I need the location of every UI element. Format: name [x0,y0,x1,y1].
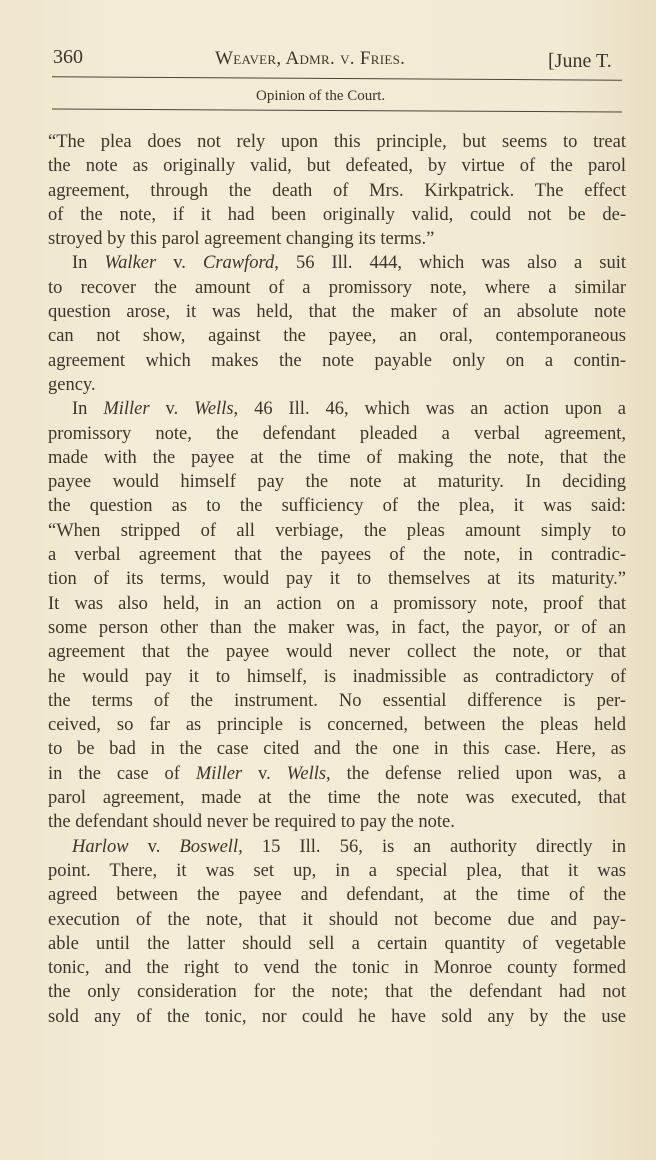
text-line [48,956,626,980]
text-run: able until the latter should sell a certain quantity of vegetable [48,933,626,954]
text-line [48,203,626,227]
text-run: agreed between the payee and defendant, at the time of the [48,885,626,906]
text-run: “The plea does not rely upon this principle, but seems to treat [48,132,626,152]
text-line [48,154,626,178]
text-line [48,179,626,203]
text-run: , 15 Ill. 56, is an authority directly in [238,836,626,857]
text-line [48,713,626,737]
text-line [48,737,626,761]
text-run: can not show, against the payee, an oral, contemporaneous [48,326,626,347]
text-line [48,373,626,397]
text-line [48,494,626,518]
text-line [48,859,626,883]
case-name: Crawford [202,253,275,274]
text-run: point. There, it was set up, in a special plea, that it was [48,860,626,881]
text-line [48,227,626,251]
text-line [48,567,626,591]
page-number: 360 [53,46,83,68]
text-run: the question as to the sufficiency of the plea, it was said: [48,496,626,517]
text-run: he would pay it to himself, is inadmissible as contradictory of [48,666,626,687]
text-line [48,543,626,567]
case-name: Wells [286,763,327,784]
text-line [48,1005,626,1029]
text-run: of the note, if it had been originally valid, could not be de- [48,204,626,225]
text-run: It was also held, in an action on a promissory note, proof that [48,593,626,614]
text-line [48,689,626,713]
section-rule [52,109,622,113]
text-line [48,908,626,932]
text-run: , 56 Ill. 444, which was also a suit [274,253,626,274]
text-run: promissory note, the defendant pleaded a verbal agreement, [48,423,626,444]
text-run: stroyed by this parol agreement changing its terms.” [48,229,435,250]
case-name: Wells [194,399,234,420]
text-line [48,810,626,834]
text-run: the defendant should never be required to pay the note. [48,812,455,833]
text-run: the note as originally valid, but defeated, by virtue of the parol [48,156,626,177]
text-run: to recover the amount of a promissory note, where a similar [48,277,626,298]
case-name: Boswell [179,836,239,857]
text-line [48,980,626,1004]
case-name: Walker [104,253,157,274]
text-line [48,616,626,640]
text-run: agreement, through the death of Mrs. Kirkpatrick. The effect [48,180,626,201]
case-name: Miller [195,763,243,784]
text-run: the only consideration for the note; that the defendant had not [48,982,626,1003]
text-line [48,665,626,689]
text-run: to be bad in the case cited and the one in this case. Here, as [48,739,626,760]
text-run: payee would himself pay the note at maturity. In deciding [48,472,626,493]
text-line [48,397,626,421]
text-line [48,446,626,470]
text-run: execution of the note, that it should not become due and pay- [48,909,626,930]
text-run: a verbal agreement that the payees of the note, in contradic- [48,545,626,566]
text-run: v. [128,836,180,857]
text-line [48,130,626,154]
text-run: In [72,253,105,274]
text-run: sold any of the tonic, nor could he have sold any by the use [48,1006,626,1027]
text-run: agreement which makes the note payable only on a contin- [48,350,626,371]
text-line [48,835,626,859]
text-run: parol agreement, made at the time the note was executed, that [48,788,626,809]
text-run: tion of its terms, would pay it to themselves at its maturity.” [48,569,626,590]
case-name: Miller [103,399,150,420]
text-line [48,470,626,494]
text-run: In [72,399,104,420]
text-line [48,251,626,275]
text-run: agreement that the payee would never collect the note, or that [48,642,626,663]
section-heading: Opinion of the Court. [256,88,386,104]
text-run: v. [242,763,287,784]
text-line [48,519,626,543]
text-run: “When stripped of all verbiage, the pleas amount simply to [48,520,626,541]
text-run: , the defense relied upon was, a [326,763,626,784]
text-line [48,592,626,616]
text-run: made with the payee at the time of making the note, that the [48,447,626,468]
text-run: the terms of the instrument. No essential difference is per- [48,690,626,711]
case-name: Harlow [72,836,129,857]
text-run: ceived, so far as principle is concerned, between the pleas held [48,715,626,736]
text-line [48,422,626,446]
running-header [0,44,656,74]
text-run: , 46 Ill. 46, which was an action upon a [233,399,626,420]
text-run: v. [156,253,203,274]
header-rule [52,76,622,80]
text-run: some person other than the maker was, in fact, the payor, or of an [48,617,626,638]
text-line [48,276,626,300]
text-line [48,932,626,956]
text-line [48,883,626,907]
text-run: gency. [48,374,96,395]
text-line [48,300,626,324]
text-line [48,786,626,810]
text-run: tonic, and the right to vend the tonic in Monroe county formed [48,958,626,979]
running-title: Weaver, Admr. v. Fries. [215,48,406,69]
text-run: in the case of [48,763,196,784]
text-line [48,349,626,373]
text-line [48,324,626,348]
text-line [48,640,626,664]
text-run: question arose, it was held, that the maker of an absolute note [48,302,626,323]
opinion-text [48,130,626,1029]
term-label: [June T. [548,50,612,72]
text-line [48,762,626,786]
text-run: v. [149,399,195,420]
